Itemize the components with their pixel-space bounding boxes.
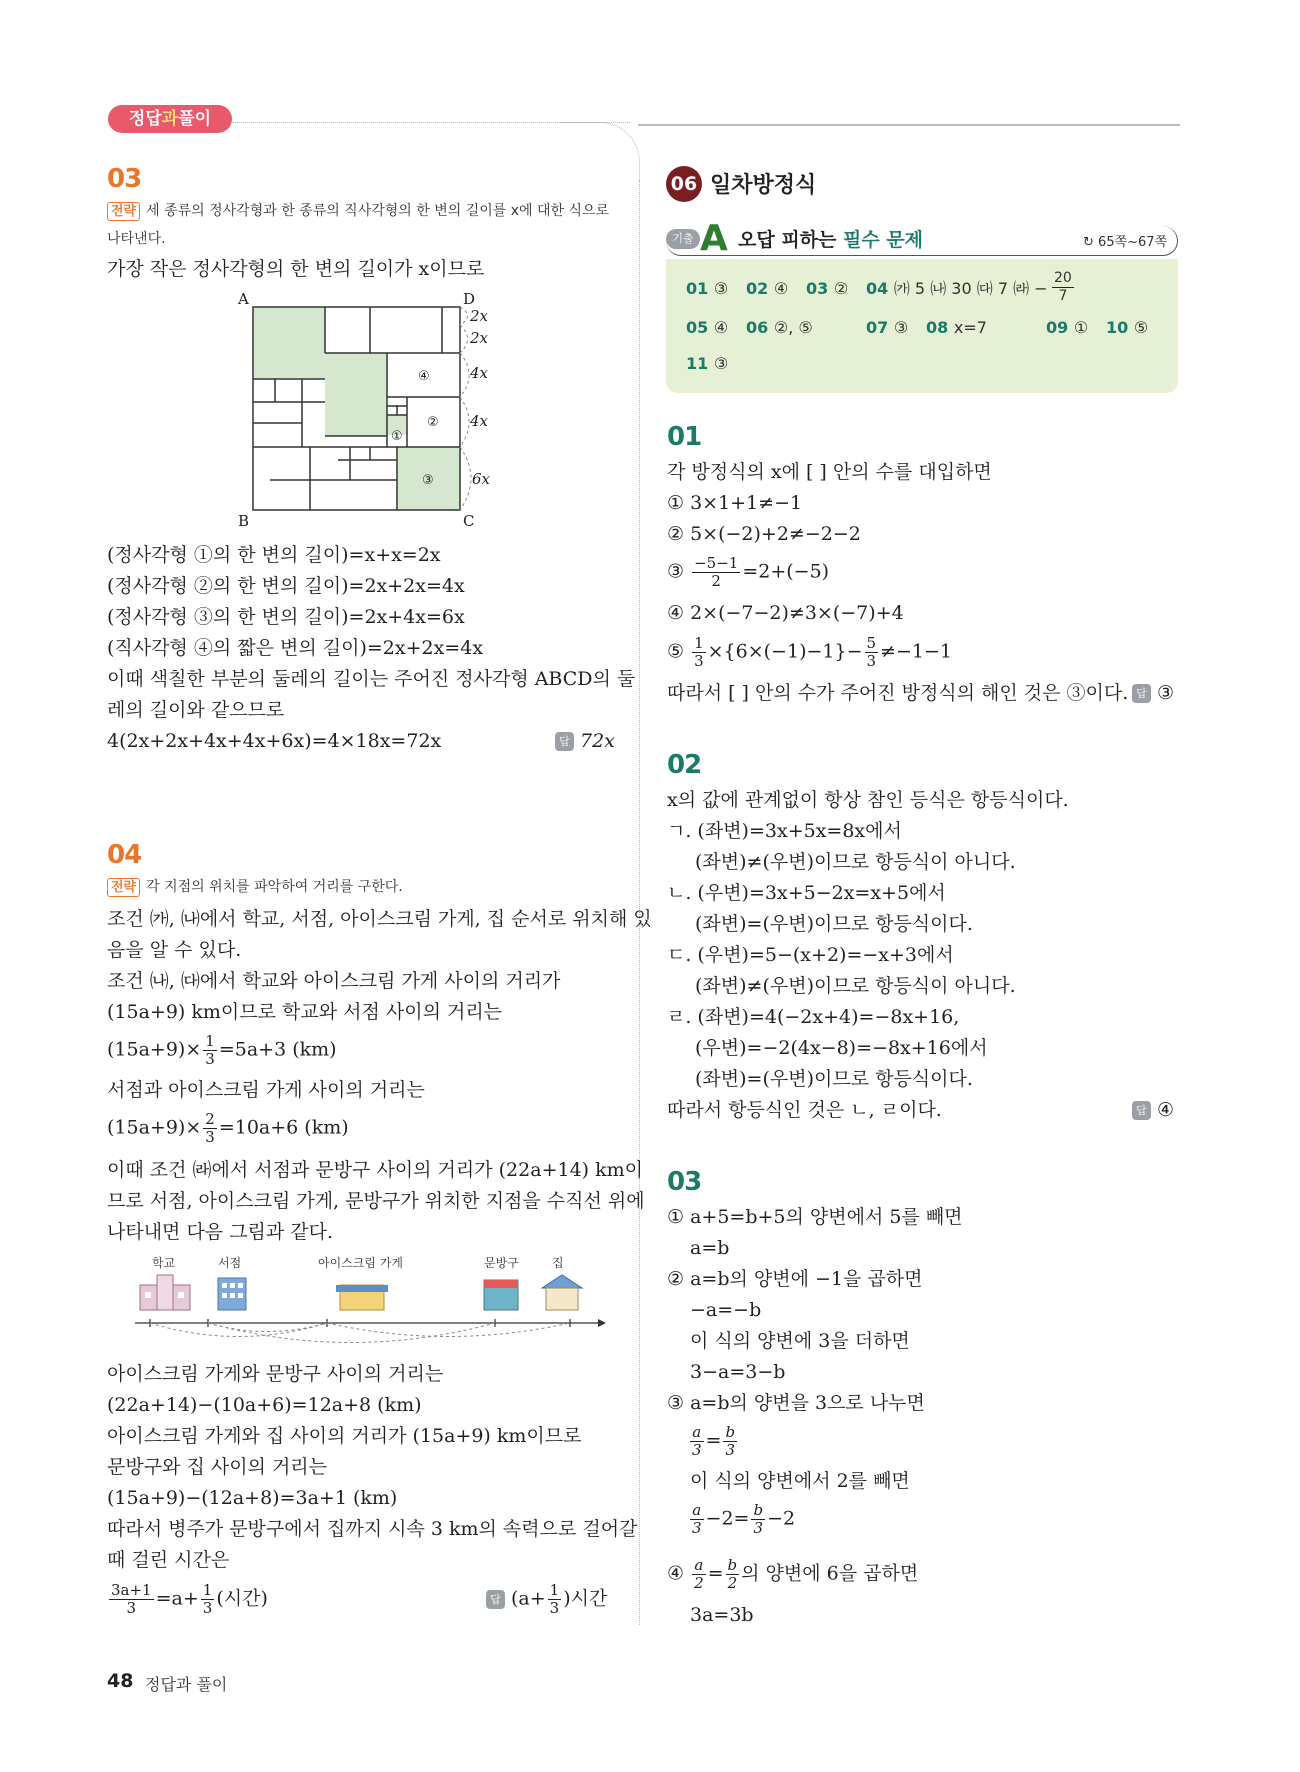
expr-part: =5a+3 (km) — [218, 1038, 337, 1061]
q03-line-8 — [688, 1424, 739, 1459]
frac-num: 1 — [694, 634, 704, 652]
vertex-d: D — [463, 290, 476, 308]
vertex-c: C — [463, 512, 475, 530]
answer-key-value: ㈎ 5 ㈏ 30 ㈐ 7 ㈑ − — [893, 279, 1048, 298]
frac-den: 3 — [549, 1599, 560, 1617]
answer-key-number: 03 — [806, 279, 834, 298]
expr-part: = — [705, 1429, 722, 1452]
q03-line-2: a=b — [690, 1237, 730, 1259]
q01-line-5: ④ 2×(−7−2)≠3×(−7)+4 — [667, 602, 904, 624]
p04-line-8: 이때 조건 ㈑에서 서점과 문방구 사이의 거리가 (22a+14) km이 — [107, 1159, 643, 1181]
section-pages — [1083, 231, 1167, 250]
section-title — [738, 225, 923, 252]
p04-line-10: 나타내면 다음 그림과 같다. — [107, 1221, 334, 1243]
q02-line-8: ㄹ. (좌변)=4(−2x+4)=−8x+16, — [667, 1006, 960, 1028]
p04-line-6: 서점과 아이스크림 가게 사이의 거리는 — [107, 1079, 425, 1101]
q03-line-9: 이 식의 양변에서 2를 빼면 — [690, 1470, 910, 1492]
frac-num: 1 — [549, 1581, 560, 1599]
q03-line-5: 이 식의 양변에 3을 더하면 — [690, 1330, 910, 1352]
school-icon — [140, 1275, 190, 1310]
expr-part: =2+(−5) — [742, 560, 830, 583]
answer-key-value: ④ — [713, 318, 729, 337]
answer-key-item — [866, 318, 926, 337]
frac-den: 2 — [694, 1574, 704, 1592]
home-icon — [542, 1275, 582, 1310]
frac-num: a — [690, 1502, 704, 1520]
p04-line-13: 아이스크림 가게와 집 사이의 거리가 (15a+9) km이므로 — [107, 1425, 582, 1447]
p04-line-2: 음을 알 수 있다. — [107, 939, 242, 961]
expr-part: ×{6×(−1)−1}− — [707, 640, 863, 663]
region-label-4: ④ — [418, 369, 430, 384]
p04-line-3: 조건 ㈏, ㈐에서 학교와 아이스크림 가게 사이의 거리가 — [107, 970, 561, 992]
region-label-1: ① — [391, 429, 403, 444]
q02-answer — [1132, 1095, 1174, 1126]
frac-den: 3 — [694, 652, 704, 670]
answer-badge: 답 — [1132, 684, 1151, 703]
answer-key-row-3 — [686, 354, 746, 373]
answer-value: ③ — [1157, 682, 1175, 704]
expr-part: =10a+6 (km) — [218, 1116, 349, 1139]
dim-label-3: 4x — [470, 364, 489, 382]
frac-den: 3 — [126, 1599, 137, 1617]
question-03-number: 03 — [667, 1167, 702, 1197]
answer-key-value: ② — [833, 279, 849, 298]
header-badge-part2: 풀이 — [178, 109, 212, 129]
answer-badge: 답 — [486, 1590, 505, 1609]
dim-label-5: 6x — [472, 470, 491, 488]
frac-num: −5−1 — [694, 554, 739, 572]
region-label-3: ③ — [422, 473, 434, 488]
p04-line-1: 조건 ㈎, ㈏에서 학교, 서점, 아이스크림 가게, 집 순서로 위치해 있 — [107, 908, 652, 930]
answer-key-number: 06 — [746, 318, 774, 337]
icecream-shop-icon — [336, 1285, 388, 1310]
expr-part: (15a+9)× — [107, 1038, 202, 1061]
q01-line-7: 따라서 [ ] 안의 수가 주어진 방정식의 해인 것은 ③이다. — [667, 682, 1129, 704]
right-header-line — [638, 124, 1180, 126]
expr-part: 의 양변에 6을 곱하면 — [741, 1562, 919, 1585]
fraction — [548, 1582, 562, 1617]
q01-line-2: ① 3×1+1≠−1 — [667, 492, 803, 514]
key-04-fraction — [1050, 270, 1076, 305]
p03-answer — [555, 726, 615, 757]
q03-line-4: −a=−b — [690, 1299, 762, 1321]
chapter-title: 일차방정식 — [710, 173, 817, 198]
frac-den: 3 — [866, 652, 877, 670]
q03-line-3: ② a=b의 양변에 −1을 곱하면 — [667, 1268, 923, 1290]
section-pages-text: 65쪽~67쪽 — [1098, 235, 1168, 250]
p04-line-17: 때 걸린 시간은 — [107, 1549, 230, 1571]
answer-key-number: 09 — [1046, 318, 1074, 337]
answer-key-value: ③ — [713, 279, 729, 298]
expr-part: (15a+9)× — [107, 1116, 202, 1139]
expr-part: ≠−1−1 — [880, 640, 952, 663]
frac-num: a — [690, 1424, 704, 1442]
label-bookstore: 서점 — [218, 1256, 242, 1270]
frac-num: a — [692, 1557, 706, 1575]
answer-key-value: ① — [1073, 318, 1089, 337]
label-icecream: 아이스크림 가게 — [318, 1256, 403, 1270]
p04-line-14: 문방구와 집 사이의 거리는 — [107, 1456, 328, 1478]
p04-line-5 — [107, 1033, 337, 1068]
label-home: 집 — [552, 1256, 564, 1270]
header-badge-mid: 과 — [161, 109, 179, 129]
strategy-line-2: 나타낸다. — [107, 231, 166, 247]
p03-line-3: (정사각형 ③의 한 변의 길이)=2x+4x=6x — [107, 606, 465, 628]
expr-part: −2= — [705, 1507, 750, 1530]
section-tag-text: 기출 — [672, 232, 694, 245]
fraction — [723, 1424, 737, 1459]
answer-badge: 답 — [1132, 1101, 1151, 1120]
answer-key-number: 07 — [866, 318, 894, 337]
answer-key-item — [1106, 318, 1166, 337]
fraction — [726, 1557, 740, 1592]
problem-04-number: 04 — [107, 840, 142, 870]
answer-key-value: ④ — [773, 279, 789, 298]
dim-label-2: 2x — [470, 329, 489, 347]
p03-line-2: (정사각형 ②의 한 변의 길이)=2x+2x=4x — [107, 575, 465, 597]
answer-key-number: 01 — [686, 279, 714, 298]
column-top-curve — [560, 122, 640, 182]
frac-num: b — [727, 1556, 738, 1574]
expr-part: ③ — [667, 560, 691, 583]
answer-key-number: 05 — [686, 318, 714, 337]
frac-num: 20 — [1054, 270, 1072, 286]
answer-key-item — [686, 279, 746, 298]
answer-key-item — [686, 354, 746, 373]
column-divider — [639, 180, 640, 1625]
p04-line-9: 므로 서점, 아이스크림 가게, 문방구가 위치한 지점을 수직선 위에 — [107, 1190, 645, 1212]
q03-line-10 — [688, 1502, 795, 1537]
vertex-b: B — [238, 512, 250, 530]
fraction — [201, 1582, 215, 1617]
answer-key-item — [926, 318, 1046, 337]
p03-line-7: 4(2x+2x+4x+4x+6x)=4×18x=72x — [107, 730, 442, 752]
strategy-tag: 전략 — [107, 878, 140, 897]
fraction — [692, 555, 740, 590]
answer-key-item — [746, 318, 866, 337]
page-number: 48 — [107, 1670, 134, 1692]
p03-line-5: 이때 색칠한 부분의 둘레의 길이는 주어진 정사각형 ABCD의 둘 — [107, 668, 636, 690]
frac-den: 3 — [205, 1050, 215, 1068]
answer-key-item — [1046, 318, 1106, 337]
region-label-2: ② — [427, 415, 439, 430]
q02-line-11: 따라서 항등식인 것은 ㄴ, ㄹ이다. — [667, 1099, 942, 1121]
label-stationery: 문방구 — [484, 1256, 519, 1270]
q02-line-4: ㄴ. (우변)=3x+5−2x=x+5에서 — [667, 882, 946, 904]
fraction — [690, 1502, 704, 1537]
question-01-number: 01 — [667, 422, 702, 452]
frac-num: b — [753, 1501, 764, 1519]
q03-line-7: ③ a=b의 양변을 3으로 나누면 — [667, 1392, 925, 1414]
frac-den: 2 — [711, 572, 721, 590]
strategy-text: 각 지점의 위치를 파악하여 거리를 구한다. — [146, 879, 403, 895]
bookstore-icon — [218, 1278, 246, 1310]
answer-key-number: 04 — [866, 279, 894, 298]
label-school: 학교 — [152, 1256, 176, 1270]
frac-num: 1 — [205, 1032, 215, 1050]
answer-key-row-1 — [686, 276, 1166, 310]
section-title-highlight: 필수 문제 — [843, 229, 924, 251]
fraction — [690, 1424, 704, 1459]
frac-num: b — [725, 1423, 736, 1441]
answer-value: 72x — [580, 730, 615, 752]
answer-key-item — [806, 279, 866, 298]
frac-den: 3 — [753, 1519, 764, 1537]
frac-den: 3 — [692, 1519, 702, 1537]
p04-line-11: 아이스크림 가게와 문방구 사이의 거리는 — [107, 1363, 444, 1385]
q03-line-12: 3a=3b — [690, 1604, 754, 1626]
q03-line-11 — [667, 1557, 918, 1592]
q02-line-6: ㄷ. (우변)=5−(x+2)=−x+3에서 — [667, 944, 954, 966]
frac-den: 2 — [727, 1574, 738, 1592]
answer-value: ④ — [1157, 1099, 1175, 1121]
fraction — [203, 1033, 217, 1068]
section-letter: A — [700, 218, 728, 259]
q02-line-7: (좌변)≠(우변)이므로 항등식이 아니다. — [695, 975, 1016, 997]
frac-num: 3a+1 — [111, 1581, 152, 1599]
q02-line-5: (좌변)=(우변)이므로 항등식이다. — [695, 913, 973, 935]
answer-key-number: 11 — [686, 354, 714, 373]
problem-03-number: 03 — [107, 164, 142, 194]
frac-den: 3 — [205, 1128, 215, 1146]
frac-den: 3 — [692, 1441, 702, 1459]
frac-num: 5 — [866, 634, 877, 652]
fraction — [865, 635, 879, 670]
answer-key-value: ⑤ — [1133, 318, 1149, 337]
p04-line-15: (15a+9)−(12a+8)=3a+1 (km) — [107, 1487, 398, 1509]
dim-label-4: 4x — [470, 412, 489, 430]
number-line-figure — [130, 1250, 610, 1350]
p04-line-18 — [107, 1582, 268, 1617]
p04-line-12: (22a+14)−(10a+6)=12a+8 (km) — [107, 1394, 422, 1416]
p03-line-1: (정사각형 ①의 한 변의 길이)=x+x=2x — [107, 544, 441, 566]
q02-line-9: (우변)=−2(4x−8)=−8x+16에서 — [695, 1037, 988, 1059]
answer-key-value: ③ — [893, 318, 909, 337]
fraction — [692, 1557, 706, 1592]
answer-key-number: 10 — [1106, 318, 1134, 337]
question-02-number: 02 — [667, 750, 702, 780]
expr-part: = — [707, 1562, 724, 1585]
problem-03-intro: 가장 작은 정사각형의 한 변의 길이가 x이므로 — [107, 258, 485, 280]
frac-den: 3 — [202, 1599, 213, 1617]
q02-line-1: x의 값에 관계없이 항상 참인 등식은 항등식이다. — [667, 789, 1069, 811]
answer-badge: 답 — [555, 732, 574, 751]
fraction — [692, 635, 706, 670]
stationery-icon — [484, 1280, 518, 1310]
q03-line-1: ① a+5=b+5의 양변에서 5를 빼면 — [667, 1206, 963, 1228]
problem-03-strategy — [107, 198, 609, 224]
answer-part: (a+ — [511, 1587, 546, 1610]
vertex-a: A — [238, 290, 249, 308]
answer-key-value: x=7 — [953, 318, 987, 337]
p04-line-7 — [107, 1111, 349, 1146]
q02-line-10: (좌변)=(우변)이므로 항등식이다. — [695, 1068, 973, 1090]
square-abcd-figure — [230, 290, 510, 530]
chapter-number: 06 — [670, 173, 698, 195]
answer-key-item — [746, 279, 806, 298]
expr-part: −2 — [767, 1507, 796, 1530]
header-badge — [108, 105, 232, 133]
q02-line-3: (좌변)≠(우변)이므로 항등식이 아니다. — [695, 851, 1016, 873]
q01-answer — [1132, 678, 1174, 709]
q01-line-6 — [667, 635, 952, 670]
answer-part: )시간 — [563, 1587, 608, 1610]
fraction — [751, 1502, 765, 1537]
answer-key-row-2 — [686, 318, 1166, 337]
fraction — [203, 1111, 217, 1146]
strategy-line-1: 세 종류의 정사각형과 한 종류의 직사각형의 한 변의 길이를 x에 대한 식으로 — [146, 203, 610, 219]
answer-key-value: ③ — [713, 354, 729, 373]
expr-part: (시간) — [216, 1587, 268, 1610]
strategy-tag: 전략 — [107, 202, 140, 221]
p04-line-4: (15a+9) km이므로 학교와 서점 사이의 거리는 — [107, 1001, 503, 1023]
q01-line-3: ② 5×(−2)+2≠−2−2 — [667, 523, 861, 545]
p04-line-16: 따라서 병주가 문방구에서 집까지 시속 3 km의 속력으로 걸어갈 — [107, 1518, 638, 1540]
frac-den: 3 — [725, 1441, 736, 1459]
p04-answer — [486, 1582, 607, 1617]
chapter-number-circle — [666, 166, 702, 202]
dim-label-1: 2x — [470, 307, 489, 325]
refresh-icon: ↻ — [1083, 235, 1094, 250]
footer-label: 정답과 풀이 — [145, 1675, 228, 1694]
frac-num: 2 — [205, 1110, 215, 1128]
frac-num: 1 — [202, 1581, 213, 1599]
answer-key-number: 08 — [926, 318, 954, 337]
answer-key-number: 02 — [746, 279, 774, 298]
section-title-part: 오답 피하는 — [738, 229, 843, 251]
q01-line-1: 각 방정식의 x에 [ ] 안의 수를 대입하면 — [667, 461, 992, 483]
problem-04-strategy — [107, 874, 403, 900]
expr-part: ⑤ — [667, 640, 691, 663]
q01-line-4 — [667, 555, 829, 590]
answer-key-value: ②, ⑤ — [773, 318, 813, 337]
frac-den: 7 — [1058, 288, 1068, 304]
p03-line-4: (직사각형 ④의 짧은 변의 길이)=2x+2x=4x — [107, 637, 484, 659]
expr-part: ④ — [667, 1562, 691, 1585]
q02-line-2: ㄱ. (좌변)=3x+5x=8x에서 — [667, 820, 902, 842]
answer-key-item — [866, 276, 1166, 299]
p03-line-6: 레의 길이와 같으므로 — [107, 699, 285, 721]
q03-line-6: 3−a=3−b — [690, 1361, 786, 1383]
expr-part: =a+ — [155, 1587, 199, 1610]
fraction — [1052, 270, 1074, 305]
fraction — [109, 1582, 154, 1617]
header-badge-part1: 정답 — [128, 109, 162, 129]
section-tag — [666, 229, 700, 249]
answer-key-item — [686, 318, 746, 337]
